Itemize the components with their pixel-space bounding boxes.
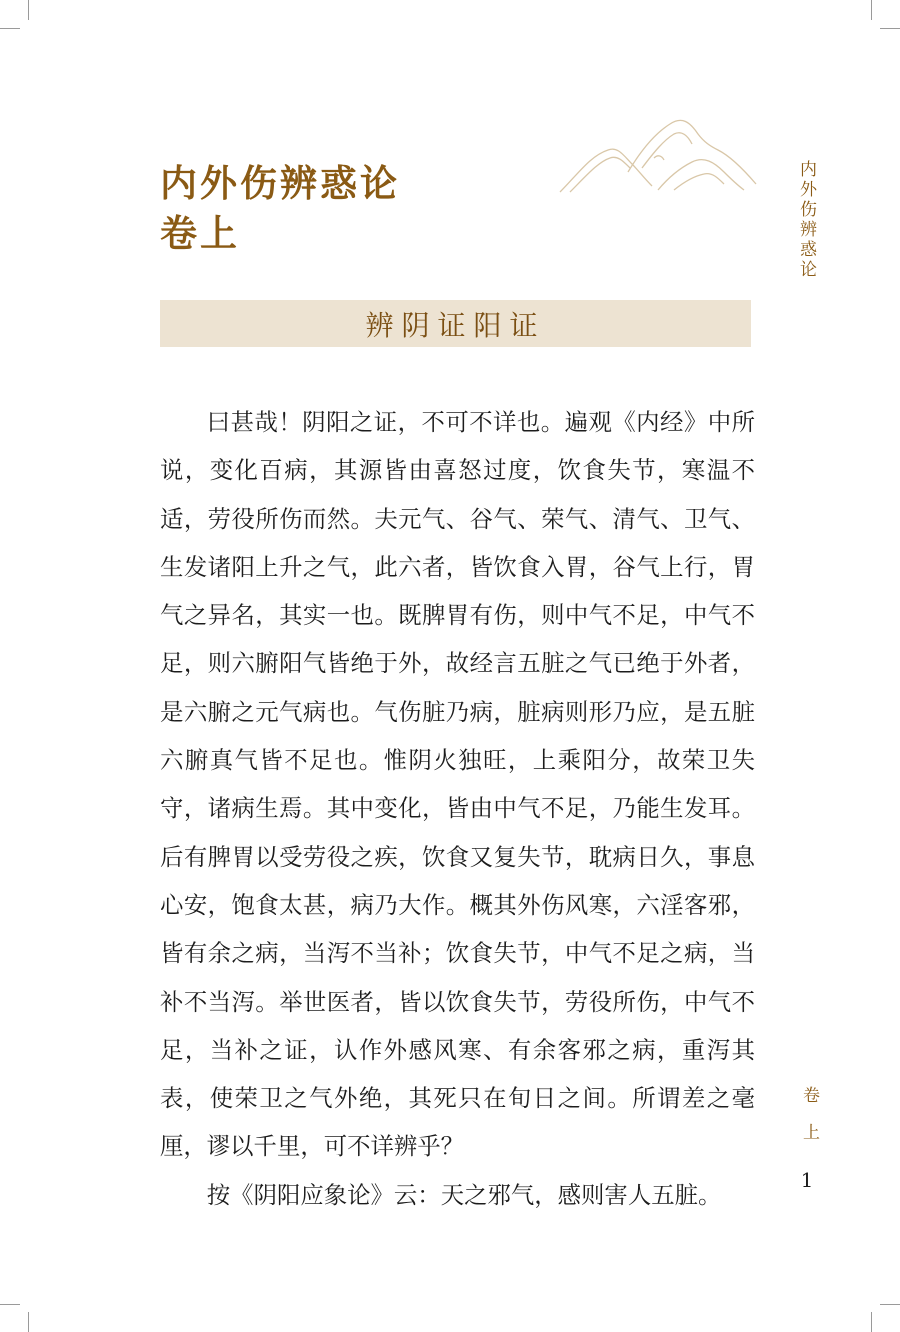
book-title-line2: 卷上 bbox=[160, 211, 240, 255]
book-title-line1: 内外伤辨惑论 bbox=[160, 161, 400, 205]
crop-mark-bottom-right-h bbox=[880, 1304, 900, 1305]
crop-mark-bottom-left-h bbox=[0, 1304, 20, 1305]
side-book-title: 内外伤辨惑论 bbox=[796, 160, 816, 280]
section-title: 辨阴证阳证 bbox=[365, 308, 546, 342]
paragraph: 按《阴阳应象论》云：天之邪气，感则害人五脏。 bbox=[206, 1180, 722, 1209]
paragraph: 曰甚哉！阴阳之证，不可不详也。遍观《内经》中所说，变化百病，其源皆由喜怒过度，饮食失节，寒温不适，劳役所伤而然。夫元气、谷气、荣气、清气、卫气、生发诸阳上升之气，此六者，皆饮食入胃，谷气上行，胃气之异名，其实一也。既脾胃有伤，则中气不足，中气不足，则六腑阳气皆绝于外，故经言五脏之气已绝于外者，是六腑之元气病也。气伤脏乃病，脏病则形乃应，是五脏六腑真气皆不足也。惟阴火独旺，上乘阳分，故荣卫失守，诸病生焉。其中变化，皆由中气不足，乃能生发耳。后有脾胃以受劳役之疾，饮食又复失节，耽病日久，事息心安，饱食太甚，病乃大作。概其外伤风寒，六淫客邪，皆有余之病，当泻不当补；饮食失节，中气不足之病，当补不当泻。举世医者，皆以饮食失节，劳役所伤，中气不足，当补之证，认作外感风寒、有余客邪之病，重泻其表，使荣卫之气外绝，其死只在旬日之间。所谓差之毫厘，谬以千里，可不详辨乎？ bbox=[160, 408, 755, 1161]
crop-mark-bottom-right-v bbox=[871, 1312, 872, 1332]
crop-mark-bottom-left-v bbox=[28, 1312, 29, 1332]
body-text bbox=[160, 398, 755, 1219]
crop-mark-top-right-v bbox=[871, 0, 872, 20]
side-volume-label: 卷上 bbox=[799, 1086, 819, 1160]
crop-mark-top-left-v bbox=[28, 0, 29, 20]
crop-mark-top-left-h bbox=[0, 28, 20, 29]
page-number: 1 bbox=[800, 1168, 814, 1192]
book-title bbox=[160, 158, 400, 258]
mountain-ornament-icon bbox=[558, 112, 758, 198]
section-heading-bar bbox=[160, 300, 751, 347]
crop-mark-top-right-h bbox=[880, 28, 900, 29]
